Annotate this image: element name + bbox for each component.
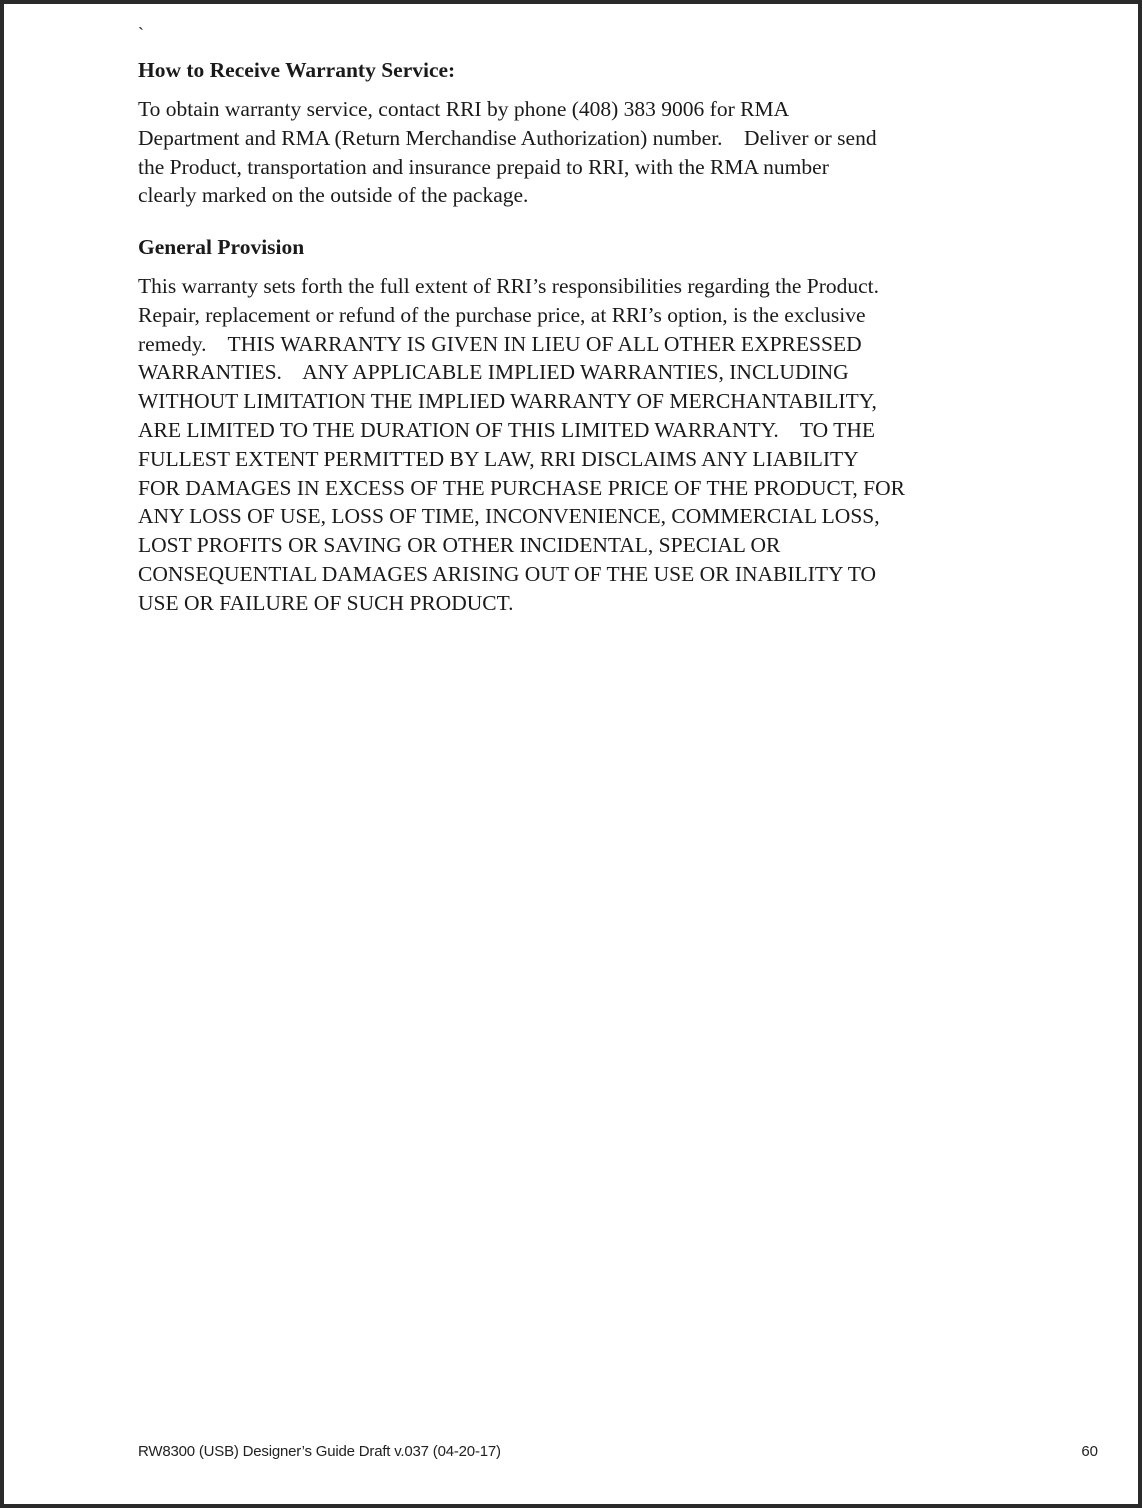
text-line: USE OR FAILURE OF SUCH PRODUCT. xyxy=(138,590,514,615)
paragraph-warranty-service xyxy=(138,95,1038,210)
footer-doc-title: RW8300 (USB) Designer’s Guide Draft v.037 (04-20-17) xyxy=(138,1443,501,1460)
text-line: clearly marked on the outside of the package. xyxy=(138,183,529,208)
text-line: WITHOUT LIMITATION THE IMPLIED WARRANTY OF MERCHANTABILITY, xyxy=(138,389,877,414)
text-line: remedy. THIS WARRANTY IS GIVEN IN LIEU OF ALL OTHER EXPRESSED xyxy=(138,331,862,356)
text-line: ANY LOSS OF USE, LOSS OF TIME, INCONVENIENCE, COMMERCIAL LOSS, xyxy=(138,504,880,529)
text-line: To obtain warranty service, contact RRI by phone (408) 383 9006 for RMA xyxy=(138,97,790,121)
section-heading-general-provision: General Provision xyxy=(138,235,305,259)
text-line: FOR DAMAGES IN EXCESS OF THE PURCHASE PRICE OF THE PRODUCT, FOR xyxy=(138,475,905,500)
text-line: the Product, transportation and insurance prepaid to RRI, with the RMA number xyxy=(138,154,829,179)
footer-page-number: 60 xyxy=(1081,1443,1098,1460)
text-line: LOST PROFITS OR SAVING OR OTHER INCIDENTAL, SPECIAL OR xyxy=(138,533,781,558)
stray-tick-mark: ` xyxy=(138,24,144,44)
text-line: Department and RMA (Return Merchandise Authorization) number. Deliver or send xyxy=(138,125,877,150)
text-line: FULLEST EXTENT PERMITTED BY LAW, RRI DISCLAIMS ANY LIABILITY xyxy=(138,446,859,471)
text-line: WARRANTIES. ANY APPLICABLE IMPLIED WARRANTIES, INCLUDING xyxy=(138,360,849,385)
text-line: ARE LIMITED TO THE DURATION OF THIS LIMITED WARRANTY. TO THE xyxy=(138,417,875,442)
paragraph-general-provision xyxy=(138,272,1038,618)
text-line: This warranty sets forth the full extent of RRI’s responsibilities regarding the Product. xyxy=(138,274,880,298)
section-heading-warranty-service: How to Receive Warranty Service: xyxy=(138,58,456,82)
text-line: Repair, replacement or refund of the purchase price, at RRI’s option, is the exclusive xyxy=(138,302,866,327)
page-footer xyxy=(138,1440,1098,1464)
text-line: CONSEQUENTIAL DAMAGES ARISING OUT OF THE USE OR INABILITY TO xyxy=(138,561,876,586)
